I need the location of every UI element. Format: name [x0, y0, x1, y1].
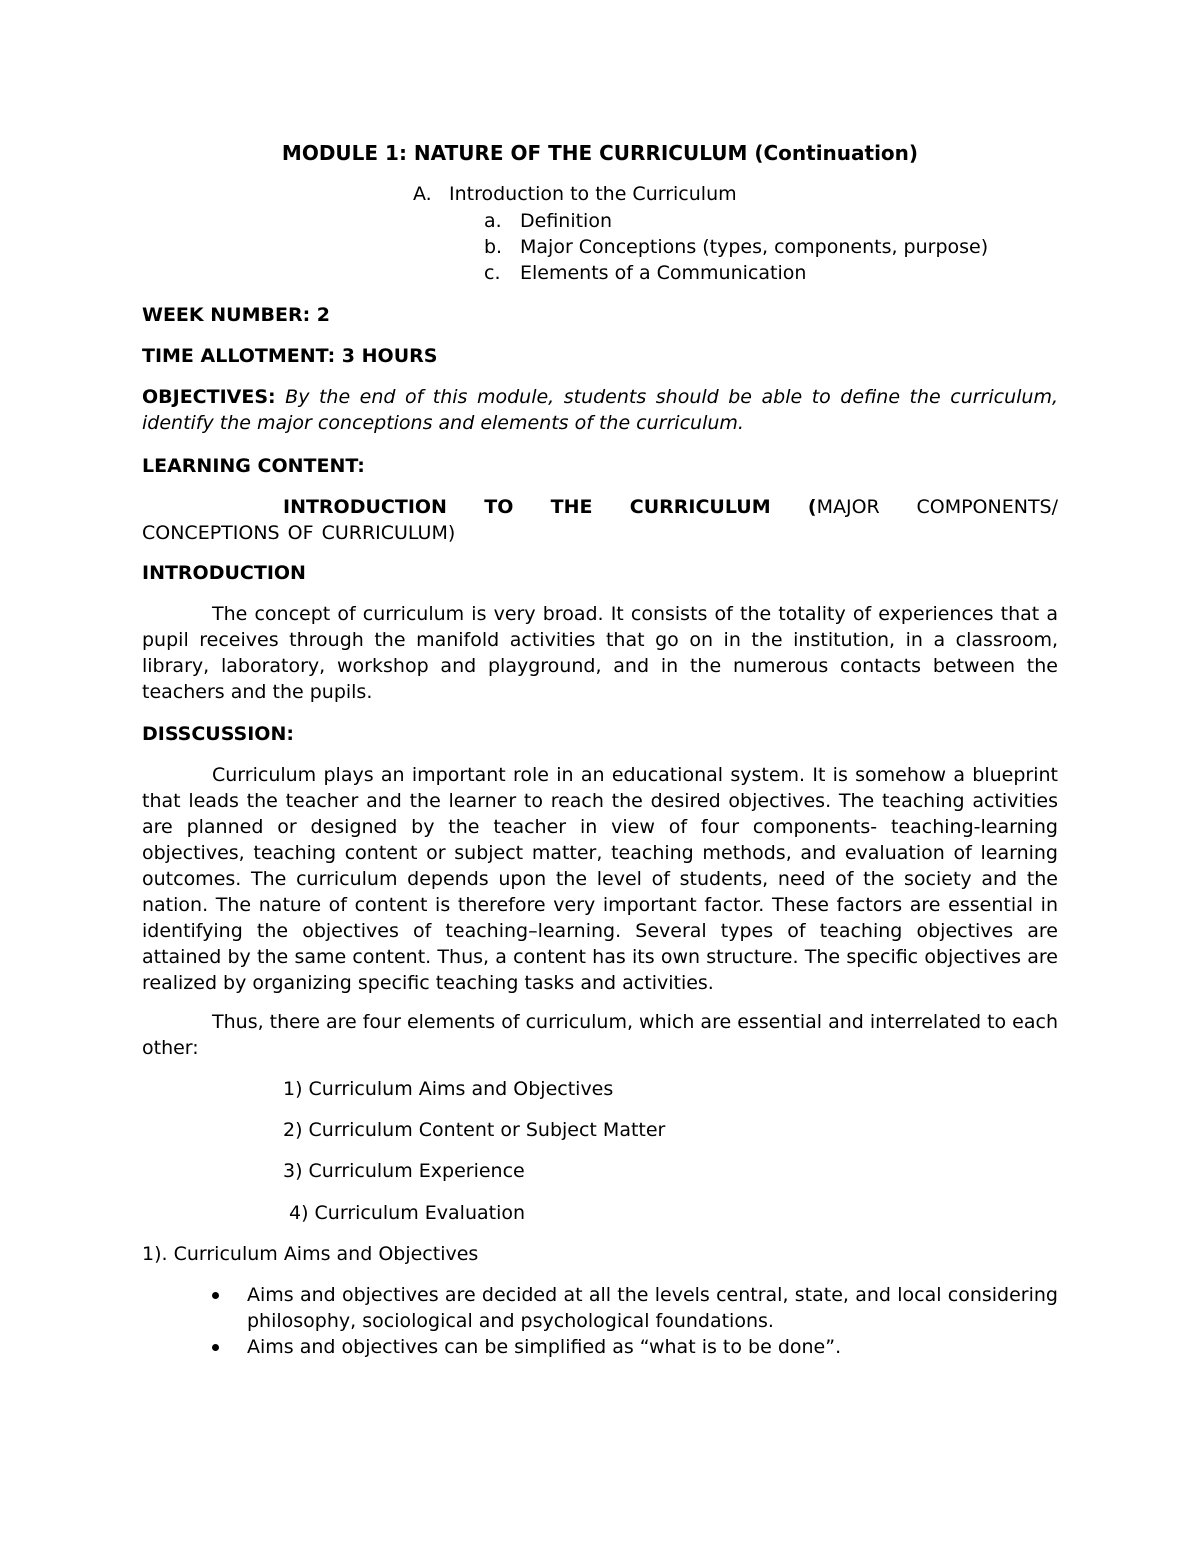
- outline-sub-item: [484, 260, 806, 286]
- outline-sub-text: Definition: [520, 210, 613, 232]
- outline-sub-marker: b.: [484, 236, 503, 258]
- learning-content-heading-bold: INTRODUCTION TO THE CURRICULUM (: [283, 496, 817, 518]
- outline-sub-text: Elements of a Communication: [520, 262, 807, 284]
- outline-sub-item: [484, 208, 612, 234]
- learning-content-heading-rest: MAJOR COMPONENTS/ CONCEPTIONS OF CURRICULUM): [142, 496, 1059, 544]
- element-item: 1) Curriculum Aims and Objectives: [283, 1078, 614, 1100]
- learning-content-heading: [142, 494, 1058, 546]
- objectives-label: OBJECTIVES:: [142, 386, 276, 408]
- section-heading: 1). Curriculum Aims and Objectives: [142, 1243, 479, 1265]
- learning-content-label: LEARNING CONTENT:: [142, 455, 365, 477]
- outline-sub-marker: a.: [484, 210, 502, 232]
- discussion-label: DISSCUSSION:: [142, 723, 294, 745]
- bullet-icon: [212, 1292, 222, 1302]
- discussion-paragraph: Thus, there are four elements of curriculum, which are essential and interrelated to each other:: [142, 1011, 1059, 1059]
- outline-sub-item: [484, 234, 988, 260]
- outline-main-text: Introduction to the Curriculum: [449, 183, 737, 205]
- week-number: WEEK NUMBER: 2: [142, 304, 331, 326]
- element-item: 3) Curriculum Experience: [283, 1160, 525, 1182]
- discussion-paragraph: Curriculum plays an important role in an educational system. It is somehow a blueprint that leads the teacher and the learner to reach the desired objectives. The teaching activities are planned or designed by the teacher in view of four components- teaching-learning objectives, teaching content or subject matter, teaching methods, and evaluation of learning outcomes. The curriculum depends upon the level of students, need of the society and the nation. The nature of content is therefore very important factor. These factors are essential in identifying the objectives of teaching–learning. Several types of teaching objectives are attained by the same content. Thus, a content has its own structure. The specific objectives are realized by organizing specific teaching tasks and activities.: [142, 764, 1058, 994]
- objectives-text: By the end of this module, students should be able to define the curriculum, identify the major conceptions and elements of the curriculum.: [142, 386, 1059, 434]
- module-title: MODULE 1: NATURE OF THE CURRICULUM (Continuation): [281, 141, 919, 165]
- element-item: 4) Curriculum Evaluation: [289, 1202, 526, 1224]
- bullet-item: Aims and objectives can be simplified as “what is to be done”.: [247, 1336, 842, 1358]
- introduction-text: The concept of curriculum is very broad. It consists of the totality of experiences that a pupil receives through the manifold activities that go on in the institution, in a classroom, library, laboratory, workshop and playground, and in the numerous contacts between the teachers and the pupils.: [142, 603, 1058, 703]
- outline-sub-text: Major Conceptions (types, components, purpose): [520, 236, 989, 258]
- outline-sub-marker: c.: [484, 262, 501, 284]
- outline-main-item: [413, 181, 737, 207]
- objectives-paragraph: [142, 384, 1058, 436]
- outline-main-marker: A.: [413, 183, 432, 205]
- time-allotment: TIME ALLOTMENT: 3 HOURS: [142, 345, 438, 367]
- bullet-icon: [212, 1344, 222, 1354]
- bullet-item: Aims and objectives are decided at all the levels central, state, and local considering philosophy, sociological and psychological foundations.: [247, 1284, 1058, 1332]
- element-item: 2) Curriculum Content or Subject Matter: [283, 1119, 666, 1141]
- introduction-label: INTRODUCTION: [142, 562, 306, 584]
